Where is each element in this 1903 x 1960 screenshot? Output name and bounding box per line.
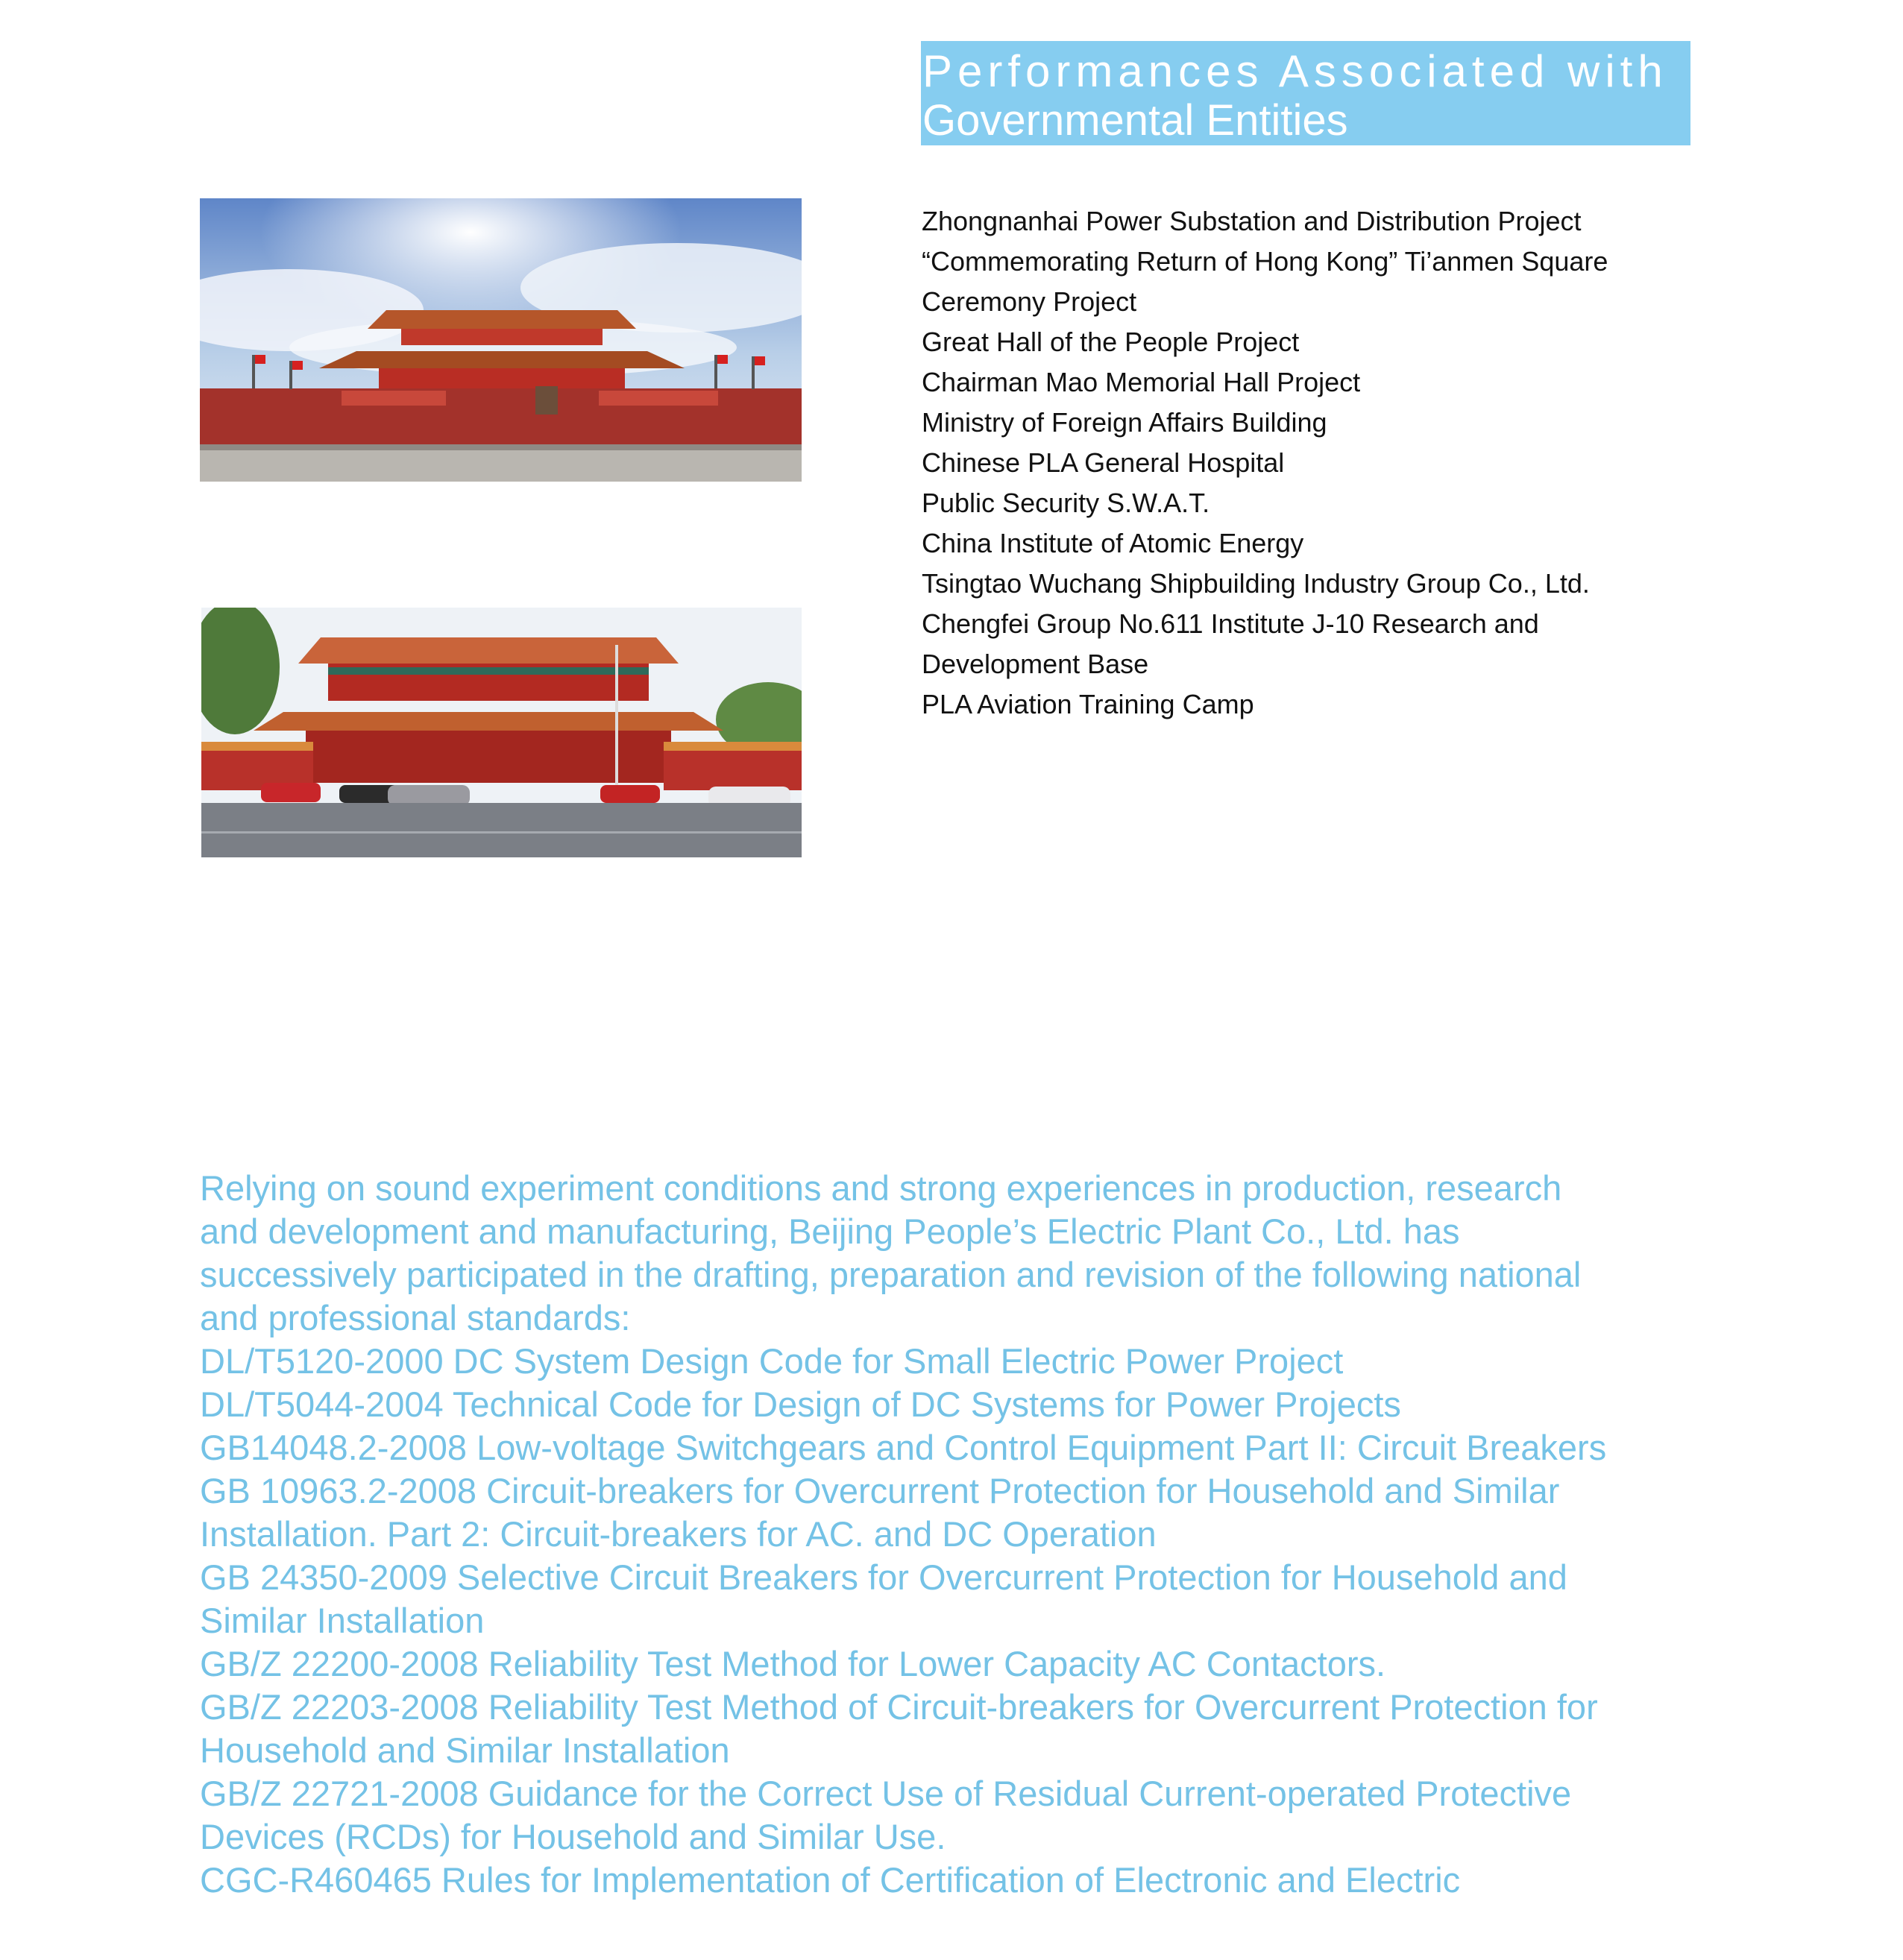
tiananmen-illustration xyxy=(200,198,802,482)
standards-line: CGC-R460465 Rules for Implementation of Certification of Electronic and Electric xyxy=(200,1860,1461,1900)
standards-line: GB 10963.2-2008 Circuit-breakers for Overcurrent Protection for Household and Similar xyxy=(200,1471,1560,1510)
standards-line: successively participated in the drafting, preparation and revision of the following national xyxy=(200,1255,1582,1294)
standards-line: Relying on sound experiment conditions and strong experiences in production, research xyxy=(200,1168,1562,1208)
standards-line: DL/T5120-2000 DC System Design Code for Small Electric Power Project xyxy=(200,1341,1344,1381)
standards-line: and development and manufacturing, Beijing People’s Electric Plant Co., Ltd. has xyxy=(200,1211,1460,1251)
project-item: Tsingtao Wuchang Shipbuilding Industry Group Co., Ltd. xyxy=(922,568,1590,599)
standards-line: Installation. Part 2: Circuit-breakers for AC. and DC Operation xyxy=(200,1514,1157,1554)
project-item: Zhongnanhai Power Substation and Distribution Project xyxy=(922,206,1582,236)
standards-line: Household and Similar Installation xyxy=(200,1730,730,1770)
project-item: Ceremony Project xyxy=(922,286,1137,317)
project-item: China Institute of Atomic Energy xyxy=(922,528,1304,558)
project-item: PLA Aviation Training Camp xyxy=(922,689,1254,719)
standards-line: GB/Z 22721-2008 Guidance for the Correct Use of Residual Current-operated Protective xyxy=(200,1774,1572,1813)
standards-line: DL/T5044-2004 Technical Code for Design of DC Systems for Power Projects xyxy=(200,1384,1401,1424)
project-item: Public Security S.W.A.T. xyxy=(922,488,1210,518)
project-item: Ministry of Foreign Affairs Building xyxy=(922,407,1327,438)
standards-line: and professional standards: xyxy=(200,1298,631,1337)
standards-line: Devices (RCDs) for Household and Similar Use. xyxy=(200,1817,946,1856)
project-list xyxy=(922,201,1712,725)
project-item: Chinese PLA General Hospital xyxy=(922,447,1285,478)
standards-line: Similar Installation xyxy=(200,1601,485,1640)
project-item: Chairman Mao Memorial Hall Project xyxy=(922,367,1361,397)
xinhuamen-photo xyxy=(201,608,802,857)
project-item: Development Base xyxy=(922,649,1149,679)
standards-section xyxy=(200,1167,1706,1902)
standards-line: GB 24350-2009 Selective Circuit Breakers for Overcurrent Protection for Household and xyxy=(200,1557,1567,1597)
title-line-1: Performances Associated with xyxy=(922,46,1668,96)
standards-line: GB14048.2-2008 Low-voltage Switchgears and Control Equipment Part II: Circuit Breakers xyxy=(200,1428,1607,1467)
xinhuamen-illustration xyxy=(201,608,802,857)
title-line-2: Governmental Entities xyxy=(922,96,1348,145)
project-item: Chengfei Group No.611 Institute J-10 Research and xyxy=(922,608,1539,639)
tiananmen-photo xyxy=(200,198,802,482)
standards-line: GB/Z 22203-2008 Reliability Test Method of Circuit-breakers for Overcurrent Protection for xyxy=(200,1687,1598,1727)
project-item: Great Hall of the People Project xyxy=(922,327,1300,357)
project-item: “Commemorating Return of Hong Kong” Ti’anmen Square xyxy=(922,246,1608,277)
standards-line: GB/Z 22200-2008 Reliability Test Method for Lower Capacity AC Contactors. xyxy=(200,1644,1386,1683)
title-banner xyxy=(921,41,1690,145)
